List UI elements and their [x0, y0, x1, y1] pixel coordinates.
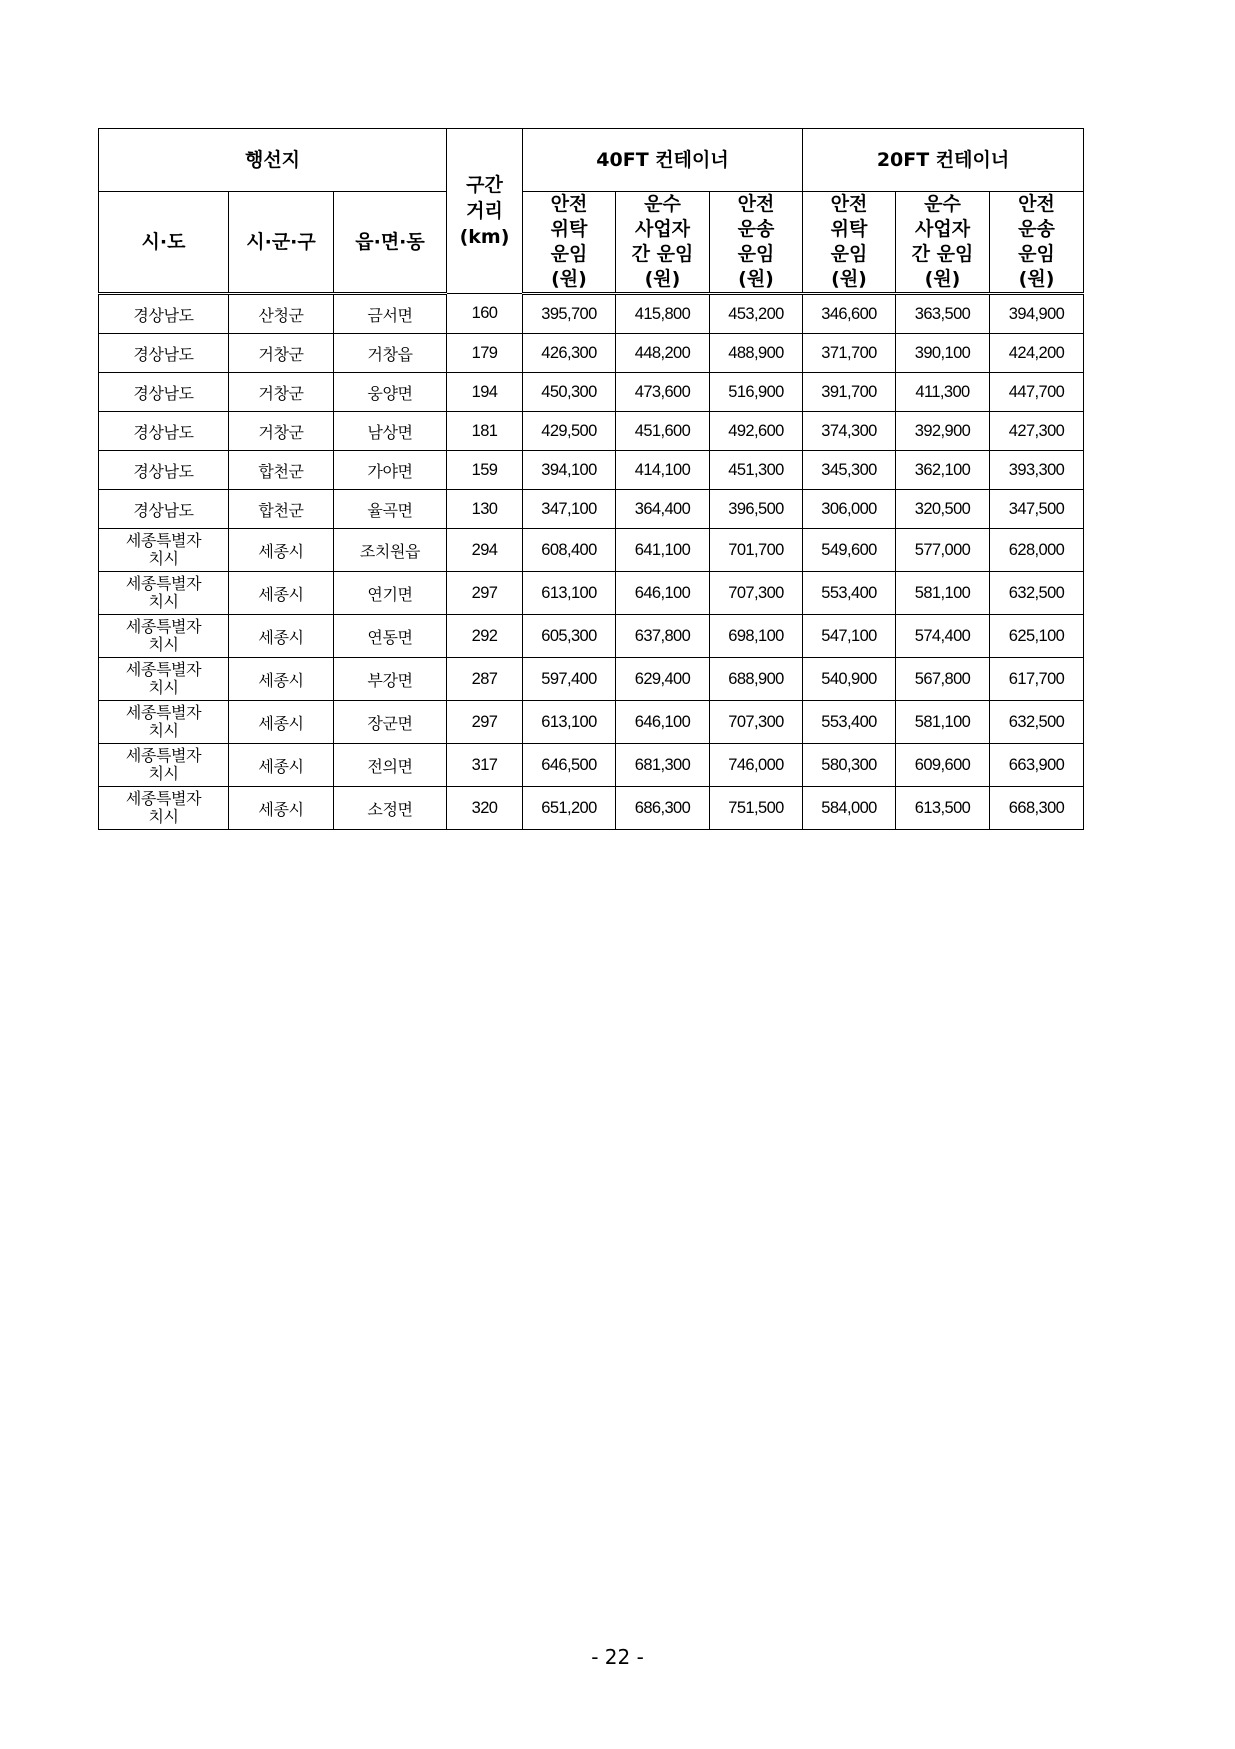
sigungu-cell: 산청군 — [229, 294, 334, 334]
table-row — [99, 451, 1084, 490]
distance-cell: 297 — [447, 572, 523, 615]
table-row — [99, 490, 1084, 529]
rate-cell: 345,300 — [803, 451, 896, 490]
rate-cell: 447,700 — [990, 373, 1084, 412]
rate-cell: 451,600 — [616, 412, 710, 451]
rate-cell: 617,700 — [990, 658, 1084, 701]
rate-cell: 746,000 — [710, 744, 803, 787]
eupmyeondong-cell: 남상면 — [334, 412, 447, 451]
rate-cell: 415,800 — [616, 294, 710, 334]
distance-cell: 297 — [447, 701, 523, 744]
rate-cell: 347,100 — [523, 490, 616, 529]
rate-cell: 688,900 — [710, 658, 803, 701]
distance-cell: 159 — [447, 451, 523, 490]
carrier-rate-header-40ft: 운수 사업자 간 운임 (원) — [616, 192, 710, 294]
sigungu-cell: 거창군 — [229, 412, 334, 451]
eupmyeondong-cell: 전의면 — [334, 744, 447, 787]
distance-cell: 194 — [447, 373, 523, 412]
safe-transport-rate-header-40ft: 안전 운송 운임 (원) — [710, 192, 803, 294]
table-row — [99, 529, 1084, 572]
sigungu-cell: 세종시 — [229, 615, 334, 658]
rate-cell: 681,300 — [616, 744, 710, 787]
rate-cell: 414,100 — [616, 451, 710, 490]
rate-cell: 613,100 — [523, 572, 616, 615]
sido-cell: 세종특별자 치시 — [99, 701, 229, 744]
table-row — [99, 701, 1084, 744]
sido-cell: 세종특별자 치시 — [99, 658, 229, 701]
rate-cell: 646,500 — [523, 744, 616, 787]
sido-cell: 세종특별자 치시 — [99, 787, 229, 830]
sigungu-cell: 거창군 — [229, 334, 334, 373]
rate-cell: 581,100 — [896, 701, 990, 744]
destination-header: 행선지 — [99, 129, 447, 192]
rate-cell: 453,200 — [710, 294, 803, 334]
eupmyeondong-cell: 웅양면 — [334, 373, 447, 412]
freight-rate-table — [98, 128, 1084, 830]
rate-cell: 628,000 — [990, 529, 1084, 572]
rate-cell: 701,700 — [710, 529, 803, 572]
carrier-rate-header-20ft: 운수 사업자 간 운임 (원) — [896, 192, 990, 294]
sido-cell: 경상남도 — [99, 451, 229, 490]
sigungu-cell: 거창군 — [229, 373, 334, 412]
rate-cell: 393,300 — [990, 451, 1084, 490]
rate-cell: 451,300 — [710, 451, 803, 490]
rate-cell: 429,500 — [523, 412, 616, 451]
container-20ft-header: 20FT 컨테이너 — [803, 129, 1084, 192]
sido-cell: 경상남도 — [99, 294, 229, 334]
rate-cell: 663,900 — [990, 744, 1084, 787]
rate-cell: 608,400 — [523, 529, 616, 572]
eupmyeondong-cell: 부강면 — [334, 658, 447, 701]
table-row — [99, 373, 1084, 412]
rate-cell: 448,200 — [616, 334, 710, 373]
rate-cell: 427,300 — [990, 412, 1084, 451]
eupmyeondong-cell: 장군면 — [334, 701, 447, 744]
rate-cell: 395,700 — [523, 294, 616, 334]
eupmyeondong-cell: 금서면 — [334, 294, 447, 334]
rate-cell: 686,300 — [616, 787, 710, 830]
rate-cell: 613,100 — [523, 701, 616, 744]
rate-cell: 363,500 — [896, 294, 990, 334]
rate-cell: 641,100 — [616, 529, 710, 572]
rate-cell: 707,300 — [710, 701, 803, 744]
sigungu-cell: 세종시 — [229, 529, 334, 572]
distance-cell: 294 — [447, 529, 523, 572]
rate-cell: 651,200 — [523, 787, 616, 830]
rate-cell: 364,400 — [616, 490, 710, 529]
page-number: - 22 - — [591, 1645, 644, 1669]
rate-cell: 698,100 — [710, 615, 803, 658]
distance-header: 구간 거리 (km) — [447, 129, 523, 294]
rate-cell: 613,500 — [896, 787, 990, 830]
sigungu-cell: 세종시 — [229, 787, 334, 830]
sigungu-cell: 세종시 — [229, 701, 334, 744]
table-row — [99, 334, 1084, 373]
rate-cell: 540,900 — [803, 658, 896, 701]
rate-cell: 584,000 — [803, 787, 896, 830]
rate-cell: 580,300 — [803, 744, 896, 787]
rate-cell: 392,900 — [896, 412, 990, 451]
sigungu-cell: 세종시 — [229, 658, 334, 701]
eupmyeondong-cell: 조치원읍 — [334, 529, 447, 572]
sigungu-cell: 세종시 — [229, 744, 334, 787]
rate-cell: 391,700 — [803, 373, 896, 412]
rate-cell: 574,400 — [896, 615, 990, 658]
sido-cell: 세종특별자 치시 — [99, 744, 229, 787]
rate-cell: 426,300 — [523, 334, 616, 373]
rate-cell: 629,400 — [616, 658, 710, 701]
sido-header: 시·도 — [99, 192, 229, 294]
rate-cell: 751,500 — [710, 787, 803, 830]
rate-cell: 492,600 — [710, 412, 803, 451]
rate-cell: 605,300 — [523, 615, 616, 658]
rate-cell: 320,500 — [896, 490, 990, 529]
table-row — [99, 658, 1084, 701]
rate-cell: 516,900 — [710, 373, 803, 412]
rate-cell: 668,300 — [990, 787, 1084, 830]
safe-consign-rate-header-40ft: 안전 위탁 운임 (원) — [523, 192, 616, 294]
sigungu-cell: 합천군 — [229, 490, 334, 529]
eupmyeondong-cell: 율곡면 — [334, 490, 447, 529]
rate-cell: 374,300 — [803, 412, 896, 451]
rate-cell: 646,100 — [616, 572, 710, 615]
sido-cell: 세종특별자 치시 — [99, 615, 229, 658]
sido-cell: 경상남도 — [99, 373, 229, 412]
rate-cell: 637,800 — [616, 615, 710, 658]
rate-cell: 553,400 — [803, 701, 896, 744]
rate-cell: 567,800 — [896, 658, 990, 701]
rate-cell: 646,100 — [616, 701, 710, 744]
table-row — [99, 615, 1084, 658]
eupmyeondong-header: 읍·면·동 — [334, 192, 447, 294]
eupmyeondong-cell: 소정면 — [334, 787, 447, 830]
rate-cell: 632,500 — [990, 572, 1084, 615]
sido-cell: 경상남도 — [99, 490, 229, 529]
rate-cell: 553,400 — [803, 572, 896, 615]
rate-cell: 390,100 — [896, 334, 990, 373]
rate-cell: 347,500 — [990, 490, 1084, 529]
table-row — [99, 787, 1084, 830]
safe-consign-rate-header-20ft: 안전 위탁 운임 (원) — [803, 192, 896, 294]
sido-cell: 경상남도 — [99, 334, 229, 373]
rate-cell: 581,100 — [896, 572, 990, 615]
rate-cell: 707,300 — [710, 572, 803, 615]
sido-cell: 세종특별자 치시 — [99, 572, 229, 615]
rate-cell: 473,600 — [616, 373, 710, 412]
rate-cell: 632,500 — [990, 701, 1084, 744]
rate-cell: 394,900 — [990, 294, 1084, 334]
rate-cell: 625,100 — [990, 615, 1084, 658]
container-40ft-header: 40FT 컨테이너 — [523, 129, 803, 192]
rate-cell: 396,500 — [710, 490, 803, 529]
table-row — [99, 294, 1084, 334]
rate-cell: 547,100 — [803, 615, 896, 658]
rate-cell: 346,600 — [803, 294, 896, 334]
distance-cell: 320 — [447, 787, 523, 830]
distance-cell: 317 — [447, 744, 523, 787]
eupmyeondong-cell: 거창읍 — [334, 334, 447, 373]
eupmyeondong-cell: 가야면 — [334, 451, 447, 490]
sigungu-cell: 세종시 — [229, 572, 334, 615]
sigungu-header: 시·군·구 — [229, 192, 334, 294]
eupmyeondong-cell: 연동면 — [334, 615, 447, 658]
safe-transport-rate-header-20ft: 안전 운송 운임 (원) — [990, 192, 1084, 294]
sido-cell: 세종특별자 치시 — [99, 529, 229, 572]
table-row — [99, 744, 1084, 787]
distance-cell: 292 — [447, 615, 523, 658]
rate-cell: 549,600 — [803, 529, 896, 572]
distance-cell: 287 — [447, 658, 523, 701]
rate-cell: 362,100 — [896, 451, 990, 490]
rate-cell: 597,400 — [523, 658, 616, 701]
rate-cell: 371,700 — [803, 334, 896, 373]
rate-cell: 411,300 — [896, 373, 990, 412]
rate-cell: 394,100 — [523, 451, 616, 490]
table-row — [99, 412, 1084, 451]
distance-cell: 130 — [447, 490, 523, 529]
rate-cell: 577,000 — [896, 529, 990, 572]
rate-cell: 424,200 — [990, 334, 1084, 373]
distance-cell: 179 — [447, 334, 523, 373]
sido-cell: 경상남도 — [99, 412, 229, 451]
sigungu-cell: 합천군 — [229, 451, 334, 490]
rate-cell: 450,300 — [523, 373, 616, 412]
rate-cell: 488,900 — [710, 334, 803, 373]
rate-cell: 609,600 — [896, 744, 990, 787]
eupmyeondong-cell: 연기면 — [334, 572, 447, 615]
rate-cell: 306,000 — [803, 490, 896, 529]
distance-cell: 181 — [447, 412, 523, 451]
table-row — [99, 572, 1084, 615]
distance-cell: 160 — [447, 294, 523, 334]
